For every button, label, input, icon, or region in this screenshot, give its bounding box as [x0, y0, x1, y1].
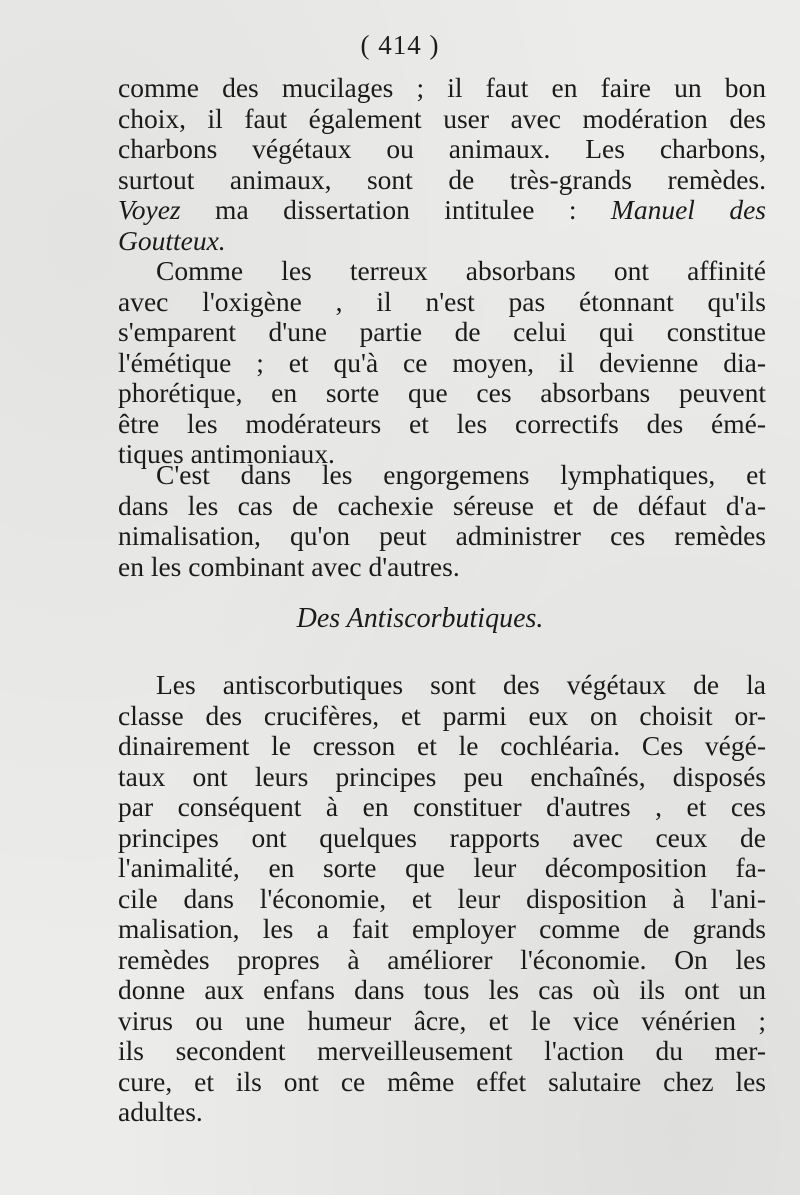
text-line: C'est dans les engorgemens lymphatiques, et: [156, 459, 766, 490]
text-line: surtout animaux, sont de très-grands remèdes.: [118, 163, 766, 195]
text-line: Comme les terreux absorbans ont affinité: [156, 255, 766, 286]
section-heading: Des Antiscorbutiques.: [296, 603, 544, 634]
text-line: remèdes propres à améliorer l'économie. On les: [118, 943, 766, 975]
text-line: dans les cas de cachexie séreuse et de défaut d'a-: [118, 489, 766, 521]
paragraph-antiscorbutiques: [118, 670, 766, 1128]
text-line: Les antiscorbutiques sont des végétaux de la: [156, 669, 766, 700]
text-line: donne aux enfans dans tous les cas où ils ont un: [118, 974, 766, 1005]
book-title-part1: Manuel des: [610, 194, 766, 225]
text-line: malisation, les a fait employer comme de grands: [118, 913, 766, 944]
text-line: adultes.: [118, 1096, 203, 1127]
text-line: charbons végétaux ou animaux. Les charbons,: [118, 133, 766, 164]
reference-line: [118, 195, 766, 226]
text-line: par conséquent à en constituer d'autres , et ces: [118, 791, 766, 822]
text-line: avec l'oxigène , il n'est pas étonnant qu'ils: [118, 285, 766, 317]
voyez-italic: Voyez: [118, 194, 181, 225]
text-line: choix, il faut également user avec modération des: [118, 102, 766, 134]
text-line: s'emparent d'une partie de celui qui constitue: [118, 316, 766, 347]
text-line: virus ou une humeur âcre, et le vice vénérien ;: [118, 1004, 766, 1036]
paragraph-engorgemens: [118, 460, 766, 582]
text-line: l'émétique ; et qu'à ce moyen, il devienne dia-: [118, 346, 766, 378]
text-line: en les combinant avec d'autres.: [118, 550, 460, 582]
text-line: classe des crucifères, et parmi eux on choisit or-: [118, 699, 766, 731]
paragraph-terreux-absorbans: [118, 256, 766, 470]
text-line: phorétique, en sorte que ces absorbans peuvent: [118, 377, 766, 408]
paragraph-charbons: [118, 73, 766, 256]
text-line: cile dans l'économie, et leur disposition à l'ani-: [118, 882, 766, 914]
text-line: comme des mucilages ; il faut en faire un bon: [118, 72, 766, 103]
text-line: cure, et ils ont ce même effet salutaire chez les: [118, 1065, 766, 1097]
text-line: ils secondent merveilleusement l'action du mer-: [118, 1035, 766, 1066]
book-title-part2: Goutteux.: [118, 224, 226, 256]
text-line: nimalisation, qu'on peut administrer ces remèdes: [118, 520, 766, 551]
text-line: l'animalité, en sorte que leur décomposition fa-: [118, 852, 766, 883]
text-line: être les modérateurs et les correctifs des émé-: [118, 407, 766, 439]
text-line: taux ont leurs principes peu enchaînés, disposés: [118, 760, 766, 792]
text-line: tiques antimoniaux.: [118, 438, 335, 469]
page-number: ( 414 ): [360, 30, 440, 60]
reference-text: ma dissertation intitulee :: [180, 194, 611, 225]
text-line: dinairement le cresson et le cochléaria. Ces végé-: [118, 730, 766, 761]
text-line: principes ont quelques rapports avec ceux de: [118, 821, 766, 853]
